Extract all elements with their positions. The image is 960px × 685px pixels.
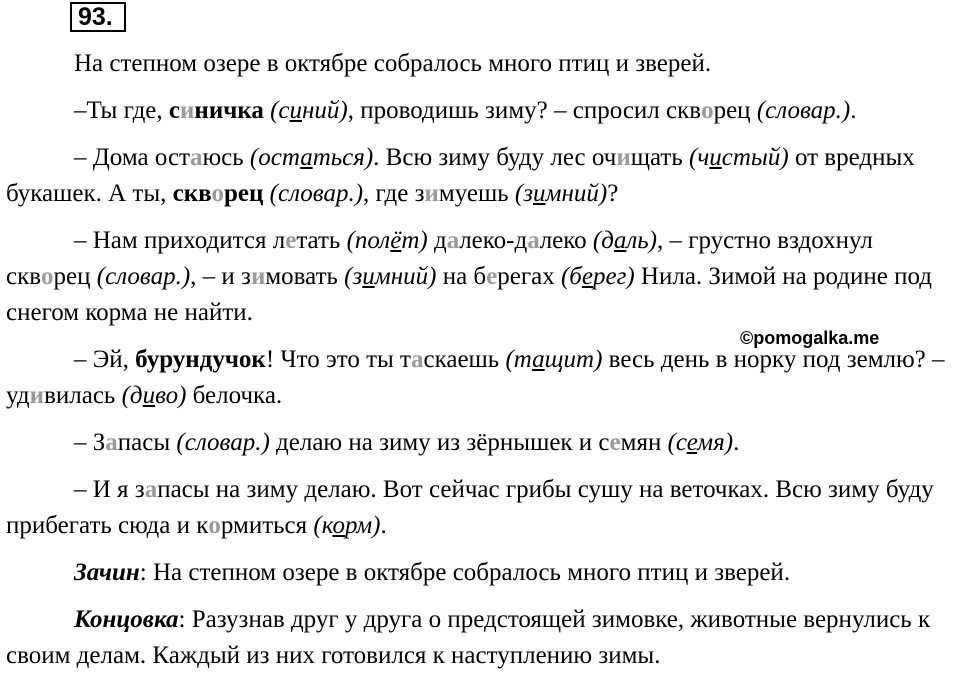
paragraph bbox=[6, 93, 956, 129]
text-run: с bbox=[168, 97, 181, 124]
text-run: рмиться bbox=[220, 512, 314, 539]
text-run: : Разузнав друг у друга о предстоящей зимовке, животные вернулись к своим делам. Каждый из них готовился к наступлению зимы. bbox=[6, 606, 931, 669]
text-run: рм) bbox=[344, 512, 381, 539]
paragraph bbox=[6, 472, 956, 544]
text-run: . bbox=[850, 97, 857, 124]
text-run: (д bbox=[592, 227, 614, 254]
text-run: (к bbox=[313, 512, 333, 539]
text-run: а bbox=[446, 227, 460, 254]
text-run: д bbox=[427, 227, 447, 254]
text-run: весь день в норку под землю? – уд bbox=[6, 346, 945, 409]
text-run: а bbox=[300, 144, 313, 171]
text-run: е bbox=[285, 227, 297, 254]
text-run: рец bbox=[713, 97, 757, 124]
text-run: а bbox=[527, 227, 540, 254]
text-run: ничка bbox=[194, 97, 264, 124]
text-run: (словар.) bbox=[269, 180, 364, 207]
text-run: – Дома ост bbox=[74, 144, 190, 171]
watermark: ©pomogalka.me bbox=[740, 328, 880, 348]
text-run: о bbox=[701, 97, 714, 124]
text-run: скаешь bbox=[423, 346, 506, 373]
text-run: о bbox=[208, 512, 221, 539]
text-run: ? bbox=[607, 180, 619, 207]
text-run: ! Что это ты т bbox=[265, 346, 411, 373]
text-run: (з bbox=[514, 180, 533, 207]
text-run: щать bbox=[630, 144, 690, 171]
text-run: стый) bbox=[721, 144, 789, 171]
text-run: и bbox=[250, 263, 266, 290]
text-run: мний) bbox=[374, 263, 437, 290]
text-run: и bbox=[533, 180, 546, 207]
text-run: ться) bbox=[312, 144, 374, 171]
text-run: , – грустно вздохнул скв bbox=[6, 227, 873, 290]
text-run: во) bbox=[155, 382, 187, 409]
text-run: юсь bbox=[202, 144, 250, 171]
paragraph bbox=[6, 602, 956, 674]
text-run: ё bbox=[390, 227, 402, 254]
text-run: регах bbox=[497, 263, 561, 290]
text-run: белочка. bbox=[186, 382, 283, 409]
text-run: (д bbox=[121, 382, 143, 409]
text-run: делаю на зиму из зёрнышек и с bbox=[269, 429, 610, 456]
text-run: а bbox=[532, 346, 545, 373]
text-run: (ч bbox=[689, 144, 710, 171]
text-run: (словар.) bbox=[176, 429, 270, 456]
text-run: (словар.) bbox=[96, 263, 191, 290]
text-run: а bbox=[613, 227, 627, 254]
text-run: Зачин bbox=[74, 559, 140, 586]
text-run: (с bbox=[270, 97, 290, 124]
text-run: о bbox=[332, 512, 345, 539]
text-run: леко-д bbox=[459, 227, 528, 254]
text-run: (т bbox=[505, 346, 533, 373]
text-run: леко bbox=[539, 227, 593, 254]
text-run: о bbox=[211, 180, 224, 207]
text-run: т) bbox=[401, 227, 428, 254]
text-run: (с bbox=[667, 429, 687, 456]
paragraph bbox=[6, 46, 956, 82]
text-run: о bbox=[41, 263, 54, 290]
text-run: и bbox=[142, 382, 156, 409]
text-run: муешь bbox=[438, 180, 515, 207]
text-run: , – и з bbox=[190, 263, 251, 290]
text-run: Концовка bbox=[74, 606, 179, 633]
text-run: и bbox=[616, 144, 631, 171]
paragraph bbox=[6, 140, 956, 212]
text-run: скв bbox=[172, 180, 212, 207]
text-run: , проводишь зиму? – спросил скв bbox=[347, 97, 702, 124]
text-run: е bbox=[686, 429, 698, 456]
text-run: рец bbox=[53, 263, 97, 290]
text-run: – Нам приходится л bbox=[74, 227, 286, 254]
text-run: (ост bbox=[249, 144, 301, 171]
text-run: бурундучок bbox=[135, 346, 266, 373]
text-run: . bbox=[380, 512, 387, 539]
text-run: и bbox=[424, 180, 439, 207]
text-run: мовать bbox=[265, 263, 345, 290]
text-run: а bbox=[105, 429, 118, 456]
text-run: мя) bbox=[697, 429, 734, 456]
text-run: тать bbox=[296, 227, 347, 254]
text-run: щит) bbox=[544, 346, 603, 373]
text-run: а bbox=[410, 346, 424, 373]
paragraph bbox=[6, 425, 956, 461]
text-run: и bbox=[709, 144, 722, 171]
text-run: ль) bbox=[626, 227, 657, 254]
text-run: . bbox=[733, 429, 740, 456]
text-run: и bbox=[289, 97, 303, 124]
text-run: (б bbox=[560, 263, 582, 290]
text-run: . Всю зиму буду лес оч bbox=[373, 144, 617, 171]
text-run: (пол bbox=[346, 227, 391, 254]
text-run: – З bbox=[74, 429, 106, 456]
text-run: –Ты где, bbox=[74, 97, 169, 124]
text-run: а bbox=[189, 144, 203, 171]
paragraph bbox=[6, 223, 956, 331]
text-run: ний) bbox=[302, 97, 348, 124]
paragraph bbox=[6, 555, 956, 591]
text-run: вилась bbox=[44, 382, 122, 409]
text-run: е bbox=[486, 263, 498, 290]
text-run: от вредных букашек. А ты, bbox=[6, 144, 915, 207]
text-run: на б bbox=[436, 263, 487, 290]
text-run: е bbox=[609, 429, 621, 456]
text-run: , где з bbox=[363, 180, 425, 207]
text-run: : На степном озере в октябре собралось много птиц и зверей. bbox=[139, 559, 791, 586]
text-run: пасы на зиму делаю. Вот сейчас грибы сушу на веточках. Всю зиму буду прибегать сюда и к bbox=[6, 476, 934, 539]
text-run: рец bbox=[224, 180, 264, 207]
text-run: мян bbox=[620, 429, 668, 456]
text-run: мний) bbox=[545, 180, 608, 207]
text-run: – Эй, bbox=[74, 346, 136, 373]
text-run: рег) bbox=[592, 263, 635, 290]
exercise-text bbox=[6, 46, 956, 685]
text-run: а bbox=[144, 476, 158, 503]
text-run: (словар.) bbox=[756, 97, 851, 124]
text-run: и bbox=[362, 263, 375, 290]
text-run: (з bbox=[344, 263, 363, 290]
text-run: е bbox=[581, 263, 593, 290]
text-run: и bbox=[29, 382, 45, 409]
text-run: – И я з bbox=[74, 476, 145, 503]
text-run: Нила. Зимой на родине под снегом корма не найти. bbox=[6, 263, 932, 326]
exercise-number: 93. bbox=[70, 2, 126, 32]
text-run: На степном озере в октябре собралось много птиц и зверей. bbox=[74, 50, 712, 77]
text-run: пасы bbox=[117, 429, 177, 456]
text-run: и bbox=[180, 97, 195, 124]
paragraph bbox=[6, 342, 956, 414]
